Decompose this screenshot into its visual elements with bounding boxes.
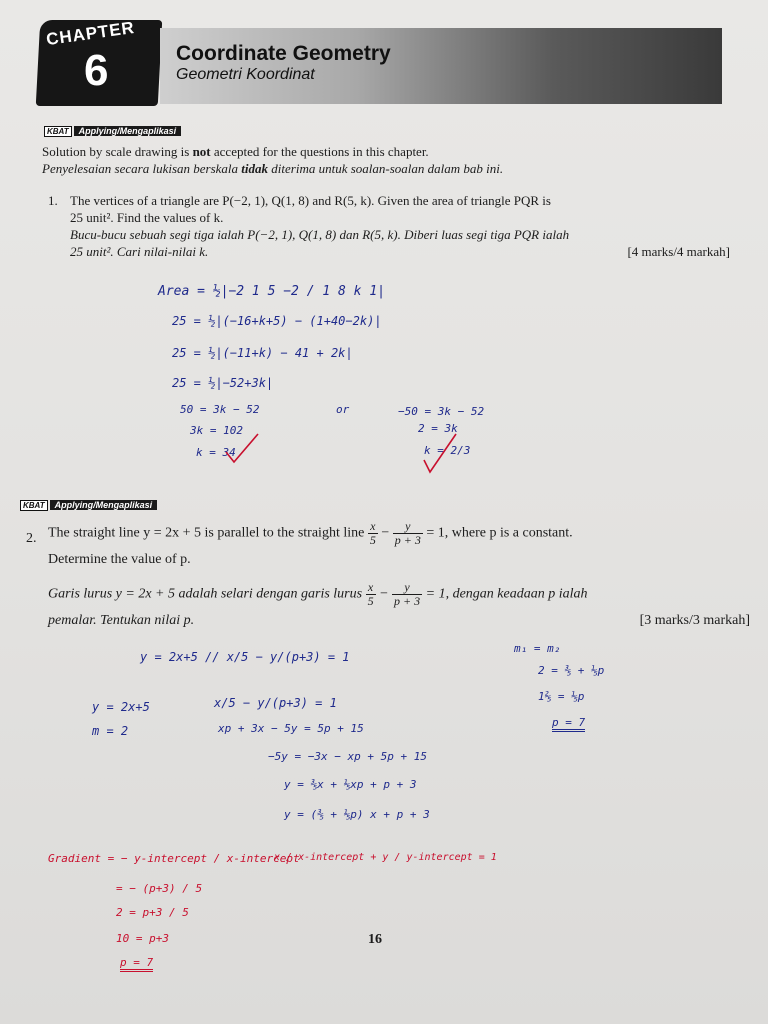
q2-red-work-line: x / x-intercept + y / y-intercept = 1 (274, 852, 497, 863)
q2-work-line: m = 2 (92, 724, 129, 738)
q1-work-line: k = 2/3 (424, 444, 471, 457)
level-label: Applying/Mengaplikasi (74, 126, 182, 136)
q2-work-line: 2 = ⅗ + ⅕p (538, 664, 605, 677)
chapter-label: CHAPTER (45, 17, 136, 50)
q1-work-line: 3k = 102 (190, 424, 243, 437)
fraction-x-over-5 (366, 581, 376, 608)
frac-den: 5 (367, 594, 374, 608)
q1-work-line: Area = ½|−2 1 5 −2 / 1 8 k 1| (158, 284, 385, 299)
question-1-number: 1. (48, 193, 58, 208)
tick-mark-icon (422, 432, 458, 474)
frac-den: 5 (369, 533, 376, 547)
fraction-x-over-5 (368, 520, 378, 547)
q2-red-work-line: 2 = p+3 / 5 (116, 906, 189, 919)
tick-mark-icon (224, 432, 260, 466)
q1-work-line: k = 34 (196, 446, 236, 459)
q2-red-work-line: Gradient = − y-intercept / x-intercept (48, 852, 300, 865)
instruction-text: Penyelesaian secara lukisan berskala (42, 161, 242, 176)
q2-work-line: m₁ = m₂ (514, 642, 561, 655)
q2-malay-text: pemalar. Tentukan nilai p. (48, 613, 195, 628)
q1-malay-text: 25 unit². Cari nilai-nilai k. (70, 244, 209, 259)
q2-work-line: y = 2x+5 // x/5 − y/(p+3) = 1 (140, 650, 350, 664)
chapter-title-english: Coordinate Geometry (176, 42, 391, 65)
q1-malay-line: Bucu-bucu sebuah segi tiga ialah P(−2, 1), Q(1, 8) dan R(5, k). Diberi luas segi tiga PQR ialah (70, 227, 570, 242)
q2-english-line (48, 520, 750, 547)
instruction-emphasis: not (192, 144, 211, 159)
instruction-english (42, 143, 742, 160)
q2-work-line: −5y = −3x − xp + 5p + 15 (268, 750, 427, 763)
kbat-label: KBAT (20, 500, 48, 511)
instruction-text: diterima untuk soalan-soalan dalam bab ini. (268, 161, 504, 176)
q2-work-line: y = ⅗x + ⅕xp + p + 3 (284, 778, 417, 791)
q2-text: Garis lurus y = 2x + 5 adalah selari dengan garis lurus (48, 586, 363, 602)
q1-english-line: 25 unit². Find the values of k. (70, 210, 224, 225)
question-2 (48, 520, 750, 630)
chapter-title-malay: Geometri Koordinat (176, 66, 315, 83)
q2-work-line: y = (⅗ + ⅕p) x + p + 3 (284, 808, 430, 821)
q1-english-line: The vertices of a triangle are P(−2, 1), Q(1, 8) and R(5, k). Given the area of triangle PQR is (70, 193, 551, 208)
instruction-text: accepted for the questions in this chapter. (210, 144, 429, 159)
q2-red-work-line: 10 = p+3 (116, 932, 169, 945)
question-1 (70, 192, 730, 260)
fraction-y-over-p3 (393, 520, 423, 547)
q1-malay-line-2 (70, 243, 730, 260)
frac-den: p + 3 (394, 594, 421, 608)
q2-work-line: 1⅖ = ⅕p (538, 690, 585, 703)
q2-marks: [3 marks/3 markah] (639, 613, 750, 628)
instruction-emphasis: tidak (241, 161, 269, 176)
q1-work-line: 25 = ½|(−11+k) − 41 + 2k| (172, 346, 353, 360)
minus-sign: − (379, 586, 389, 602)
q1-work-line: 25 = ½|−52+3k| (172, 376, 274, 390)
q2-english-line-2: Determine the value of p. (48, 552, 191, 567)
chapter-number: 6 (84, 46, 109, 95)
instructions (42, 143, 742, 177)
q2-work-line: x/5 − y/(p+3) = 1 (214, 696, 337, 710)
minus-sign: − (381, 525, 390, 541)
kbat-label: KBAT (44, 126, 72, 137)
instruction-malay (42, 160, 742, 177)
kbat-tag-1 (44, 125, 181, 137)
q1-work-line: −50 = 3k − 52 (398, 405, 485, 418)
q1-work-line: 2 = 3k (418, 422, 458, 435)
instruction-text: Solution by scale drawing is (42, 144, 193, 159)
q2-work-line: xp + 3x − 5y = 5p + 15 (218, 722, 364, 735)
level-label: Applying/Mengaplikasi (50, 500, 158, 510)
q2-text: = 1, dengan keadaan p ialah (425, 586, 588, 602)
q1-work-line: 50 = 3k − 52 (180, 403, 260, 416)
q2-text: = 1, where p is a constant. (426, 525, 573, 541)
q1-marks: [4 marks/4 markah] (627, 244, 730, 259)
frac-den: p + 3 (394, 533, 421, 547)
fraction-y-over-p3 (392, 581, 422, 608)
question-2-number: 2. (26, 531, 37, 546)
page-number: 16 (368, 932, 382, 947)
q1-work-line: 25 = ½|(−16+k+5) − (1+40−2k)| (172, 314, 382, 328)
q2-answer-red: p = 7 (120, 956, 153, 972)
frac-num: x (366, 581, 376, 595)
frac-num: y (393, 520, 423, 534)
frac-num: y (392, 581, 422, 595)
q2-malay-line (48, 581, 750, 608)
q2-text: The straight line y = 2x + 5 is parallel to the straight line (48, 525, 365, 541)
q2-answer-blue: p = 7 (552, 716, 585, 732)
frac-num: x (368, 520, 378, 534)
q1-work-or: or (336, 403, 350, 416)
q2-work-line: y = 2x+5 (92, 700, 150, 714)
q2-red-work-line: = − (p+3) / 5 (116, 882, 203, 895)
kbat-tag-2 (20, 499, 157, 511)
q2-malay-line-2 (48, 612, 750, 630)
